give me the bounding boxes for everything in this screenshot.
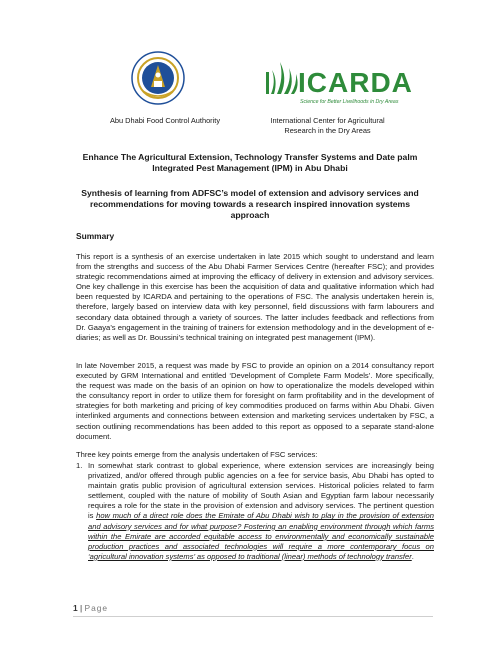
- icarda-logo-text: ICARDA: [298, 67, 413, 98]
- document-title: Enhance The Agricultural Extension, Technology Transfer Systems and Date palm Integrated Pest Management (IPM) in Abu Dhabi: [82, 152, 418, 173]
- page-label: Page: [84, 603, 109, 613]
- list-item-end: .: [411, 551, 414, 561]
- list-item-number: 1.: [76, 461, 83, 470]
- paragraph-2: In late November 2015, a request was made by FSC to provide an opinion on a 2014 consultancy report executed by GRM International and entitled ‘Development of Complete Farm Models’. More specifically, the request was made on the basis of an opinion on how to operationalize the models developed within the consultancy report in order to utilize them for foresight on farm profitability and in the development of strategies for both marketing and pricing of key commodities produced on farms within Abu Dhabi. Given interlinked arguments and connections between extension and marketing services undertaken by FSC, a section outlining recommendations has been added to this report as opposed to a separate stand-alone document.: [76, 361, 434, 441]
- footer-divider: [73, 616, 433, 617]
- adfca-logo: [131, 51, 185, 105]
- list-item-emphasis: how much of a direct role does the Emirate of Abu Dhabi wish to play in the provision of extension and advisory services and for what purpose? Fostering an enabling environment through which farms within the Emirate are accorded equitable access to environmentally and economically sustainable production practices and associated technologies will require a more contemporary focus on ‘agricultural innovation systems’ as opposed to traditional (linear) methods of technology transfer: [88, 511, 434, 561]
- footer-separator: |: [80, 603, 83, 613]
- icarda-logo: [262, 52, 432, 110]
- key-points-list: [76, 461, 434, 562]
- paragraph-3: Three key points emerge from the analysis undertaken of FSC services:: [76, 450, 318, 459]
- list-item: [76, 461, 434, 562]
- left-organization-name: Abu Dhabi Food Control Authority: [109, 116, 221, 125]
- summary-heading: Summary: [76, 231, 115, 241]
- page-number: 1: [73, 603, 78, 613]
- icarda-tagline: Science for Better Livelihoods in Dry Areas: [300, 99, 399, 105]
- paragraph-1: This report is a synthesis of an exercise undertaken in late 2015 which sought to understand and learn from the strengths and success of the Abu Dhabi Farmer Services Centre (hereafter FSC); and provides strategic recommendations aimed at improving the efficacy of delivery in extension and advisory services. One key challenge in this exercise has been the acquisition of data and qualitative information which had been requested by ICARDA and pertaining to the operations of FSC. The analysis undertaken herein is, therefore, largely based on interview data with key personnel, field discussions with farm labourers and secondary data obtained through a variety of sources. The latter includes feedback and reflections from Dr. Gaaya’s engagement in the training of trainers for extension methodology and in the development of e-diaries; as well as Dr. Boussini’s technical training on integrated pest management (IPM).: [76, 252, 434, 342]
- right-organization-name: International Center for Agricultural Research in the Dry Areas: [270, 116, 385, 135]
- list-item-text: In somewhat stark contrast to global experience, where extension services are increasingly being privatized, and/or offered through public agencies on a fee for service basis, Abu Dhabi has opted to maintain gratis public provision of agricultural extension services. Historical policies related to farm settlement, coupled with the nature of mobility of South Asian and Egyptian farm labour necessarily requires a role for the state in the provision of extension and advisory services. The pertinent question is: [88, 461, 434, 521]
- page-footer: [73, 603, 108, 613]
- document-subtitle: Synthesis of learning from ADFSC’s model of extension and advisory services and recommendations for moving towards a research inspired innovation systems approach: [81, 188, 419, 220]
